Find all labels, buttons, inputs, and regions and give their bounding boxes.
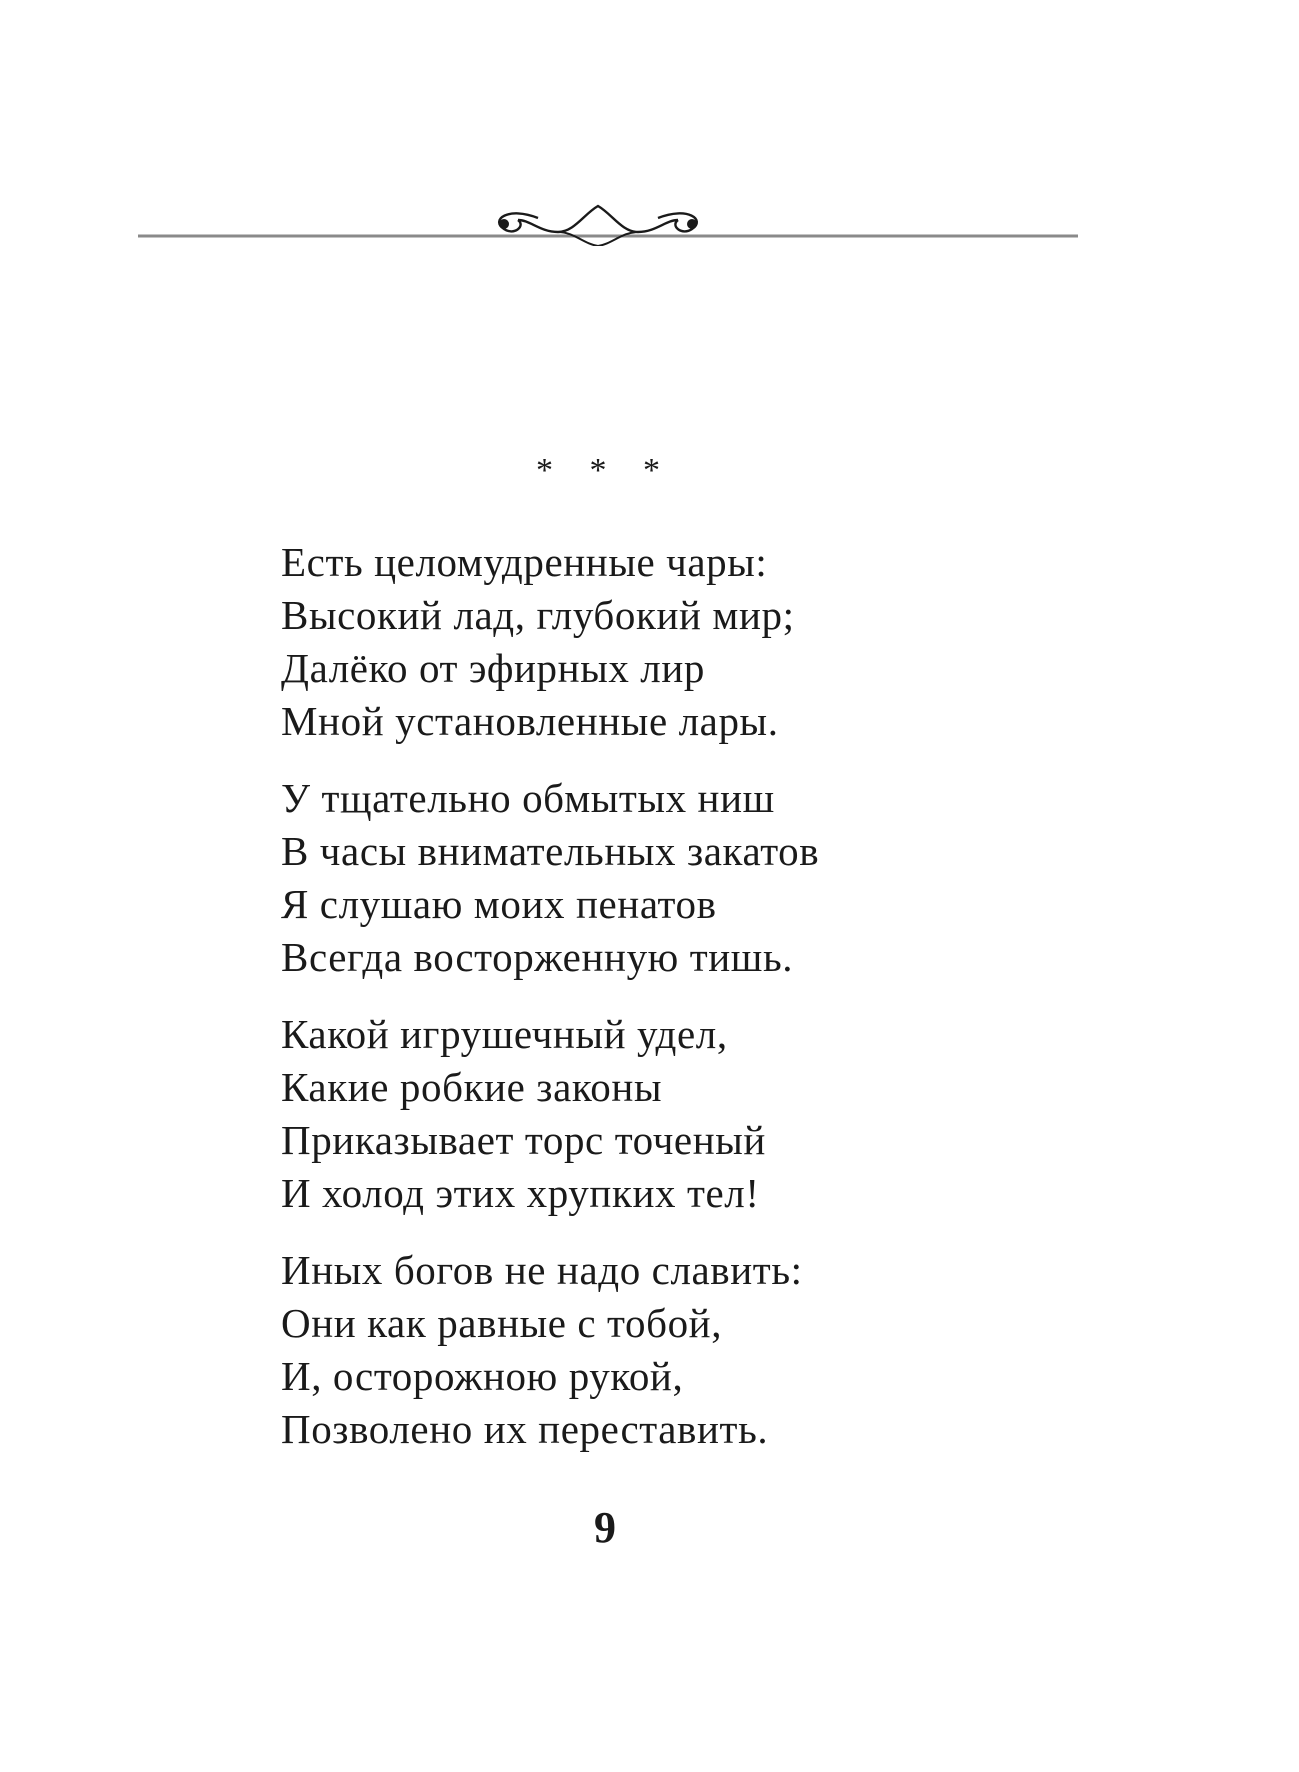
poem-line: Всегда восторженную тишь. — [281, 934, 794, 980]
poem-line: У тщательно обмытых ниш — [281, 775, 775, 821]
stanza — [281, 1008, 1181, 1220]
poem-line: Они как равные с тобой, — [281, 1300, 723, 1346]
stanza — [281, 1244, 1181, 1456]
poem-line: Позволено их переставить. — [281, 1406, 769, 1452]
stanza — [281, 772, 1181, 984]
poem-line: И холод этих хрупких тел! — [281, 1170, 760, 1216]
poem-line: Есть целомудренные чары: — [281, 539, 768, 585]
poem-line: Далёко от эфирных лир — [281, 645, 706, 691]
poem-line: И, осторожною рукой, — [281, 1353, 684, 1399]
stanza — [281, 536, 1181, 748]
poem-line: Какой игрушечный удел, — [281, 1011, 728, 1057]
flourish-divider-icon — [138, 196, 1078, 246]
poem-line: Приказывает торс точеный — [281, 1117, 766, 1163]
poem-line: Мной установленные лары. — [281, 698, 779, 744]
poem-line: Иных богов не надо славить: — [281, 1247, 803, 1293]
poem-line: Какие робкие законы — [281, 1064, 663, 1110]
poem-line: Я слушаю моих пенатов — [281, 881, 717, 927]
poem-line: В часы внимательных закатов — [281, 828, 820, 874]
poem-line: Высокий лад, глубокий мир; — [281, 592, 795, 638]
poem — [281, 536, 1181, 1480]
page-number: 9 — [594, 1503, 616, 1552]
section-separator: * * * — [536, 452, 674, 489]
